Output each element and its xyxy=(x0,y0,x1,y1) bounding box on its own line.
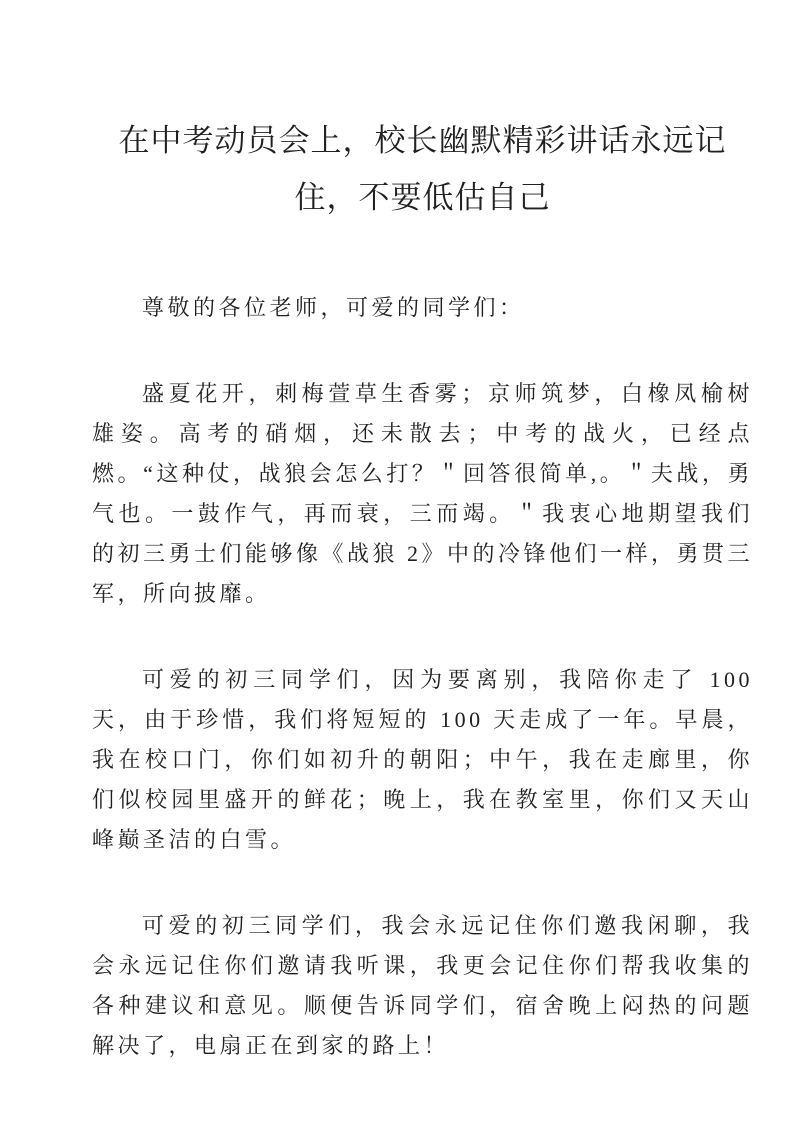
paragraph-body-1: 盛夏花开，刺梅萱草生香雾；京师筑梦，白橡凤榆树雄姿。高考的硝烟，还未散去；中考的战火，已经点燃。“这种仗，战狼会怎么打？＂回答很简单,。＂夫战，勇气也。一鼓作气，再而衰，三而竭。＂我衷心地期望我们的初三勇士们能够像《战狼 2》中的冷锋他们一样，勇贯三军，所向披靡。 xyxy=(92,381,754,606)
document-title: 在中考动员会上，校长幽默精彩讲话永远记住，不要低估自己 xyxy=(118,123,727,215)
paragraph-body-2: 可爱的初三同学们，因为要离别，我陪你走了 100 天，由于珍惜，我们将短短的 100 天走成了一年。早晨，我在校口门，你们如初升的朝阳；中午，我在走廊里，你们似校园里盛开的鲜花；晚上，我在教室里，你们又天山峰巅圣洁的白雪。 xyxy=(92,667,753,852)
paragraph-body-3: 可爱的初三同学们，我会永远记住你们邀我闲聊，我会永远记住你们邀请我听课，我更会记住你们帮我收集的各种建议和意见。顺便告诉同学们，宿舍晚上闷热的问题解决了，电扇正在到家的路上！ xyxy=(92,913,753,1058)
paragraph-greeting: 尊敬的各位老师，可爱的同学们： xyxy=(142,295,525,320)
